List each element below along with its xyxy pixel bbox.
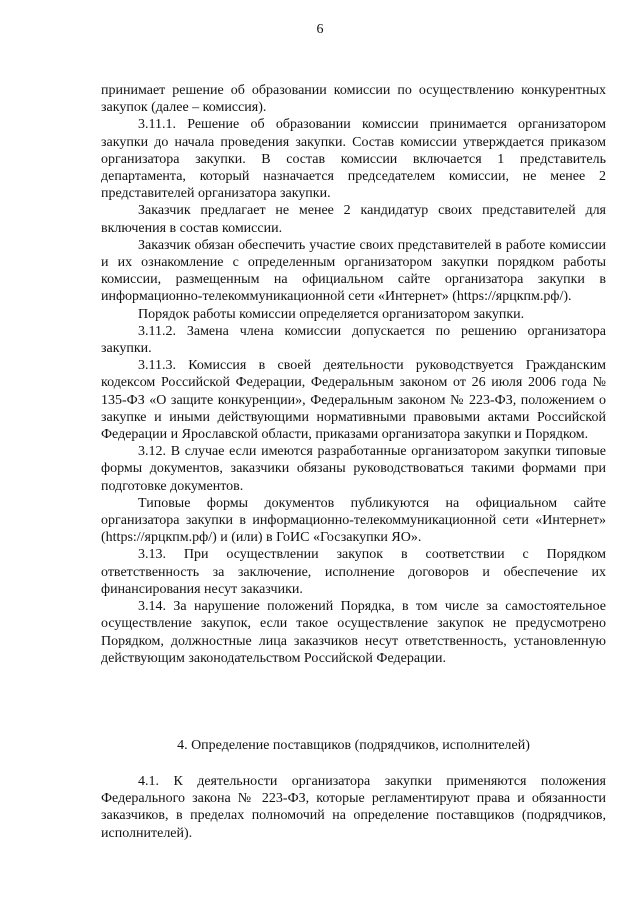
paragraph-3-11-1: 3.11.1. Решение об образовании комиссии принимается организатором закупки до начала проведения закупки. Состав комиссии утверждается приказом организатора закупки. В состав комиссии включается 1 представитель департамента, который назначается председателем комиссии, не менее 2 представителей организатора закупки.: [101, 117, 606, 202]
paragraph-continuation: принимает решение об образовании комиссии по осуществлению конкурентных закупок (далее – комиссия).: [101, 83, 606, 116]
section-heading: 4. Определение поставщиков (подрядчиков, исполнителей): [177, 738, 530, 753]
paragraph-candidates: Заказчик предлагает не менее 2 кандидатур своих представителей для включения в состав комиссии.: [101, 203, 606, 236]
paragraph-3-14: 3.14. За нарушение положений Порядка, в том числе за самостоятельное осуществление закупок, если такое осуществление закупок не предусмотрено Порядком, должностные лица заказчиков несут ответственность, установленную действующим законодательством Российской Федерации.: [101, 599, 606, 666]
document-body: [101, 82, 606, 667]
page-number: 6: [316, 22, 324, 37]
paragraph-3-13: 3.13. При осуществлении закупок в соответствии с Порядком ответственность за заключение, исполнение договоров и обеспечение их финансирования несут заказчики.: [101, 547, 606, 597]
paragraph-work-order: Порядок работы комиссии определяется организатором закупки.: [138, 306, 525, 322]
paragraph-4-1: 4.1. К деятельности организатора закупки применяются положения Федерального закона № 223-ФЗ, которые регламентируют права и обязанности заказчиков, в пределах полномочий на определение поставщиков (подрядчиков, исполнителей).: [101, 774, 606, 841]
paragraph-participation: Заказчик обязан обеспечить участие своих представителей в работе комиссии и их ознакомление с определенным организатором закупки порядком работы комиссии, размещенным на официальном сайте организатора закупки в информационно-телекоммуникационной сети «Интернет» (https://ярцкпм.рф/).: [101, 237, 606, 305]
section-body: [101, 773, 606, 842]
paragraph-3-12: 3.12. В случае если имеются разработанные организатором закупки типовые формы документов, заказчики обязаны руководствоваться такими формами при подготовке документов.: [101, 444, 606, 494]
paragraph-typical-forms: Типовые формы документов публикуются на официальном сайте организатора закупки в информационно-телекоммуникационной сети «Интернет» (https://ярцкпм.рф/) и (или) в ГоИС «Госзакупки ЯО».: [101, 495, 606, 546]
paragraph-3-11-2: 3.11.2. Замена члена комиссии допускается по решению организатора закупки.: [101, 323, 606, 357]
paragraph-3-11-3: 3.11.3. Комиссия в своей деятельности руководствуется Гражданским кодексом Российской Федерации, Федеральным законом от 26 июля 2006 года № 135-ФЗ «О защите конкуренции», Федеральным законом № 223-ФЗ, положением о закупке и иными действующими нормативными правовыми актами Российской Федерации и Ярославской области, приказами организатора закупки и Порядком.: [101, 358, 606, 443]
